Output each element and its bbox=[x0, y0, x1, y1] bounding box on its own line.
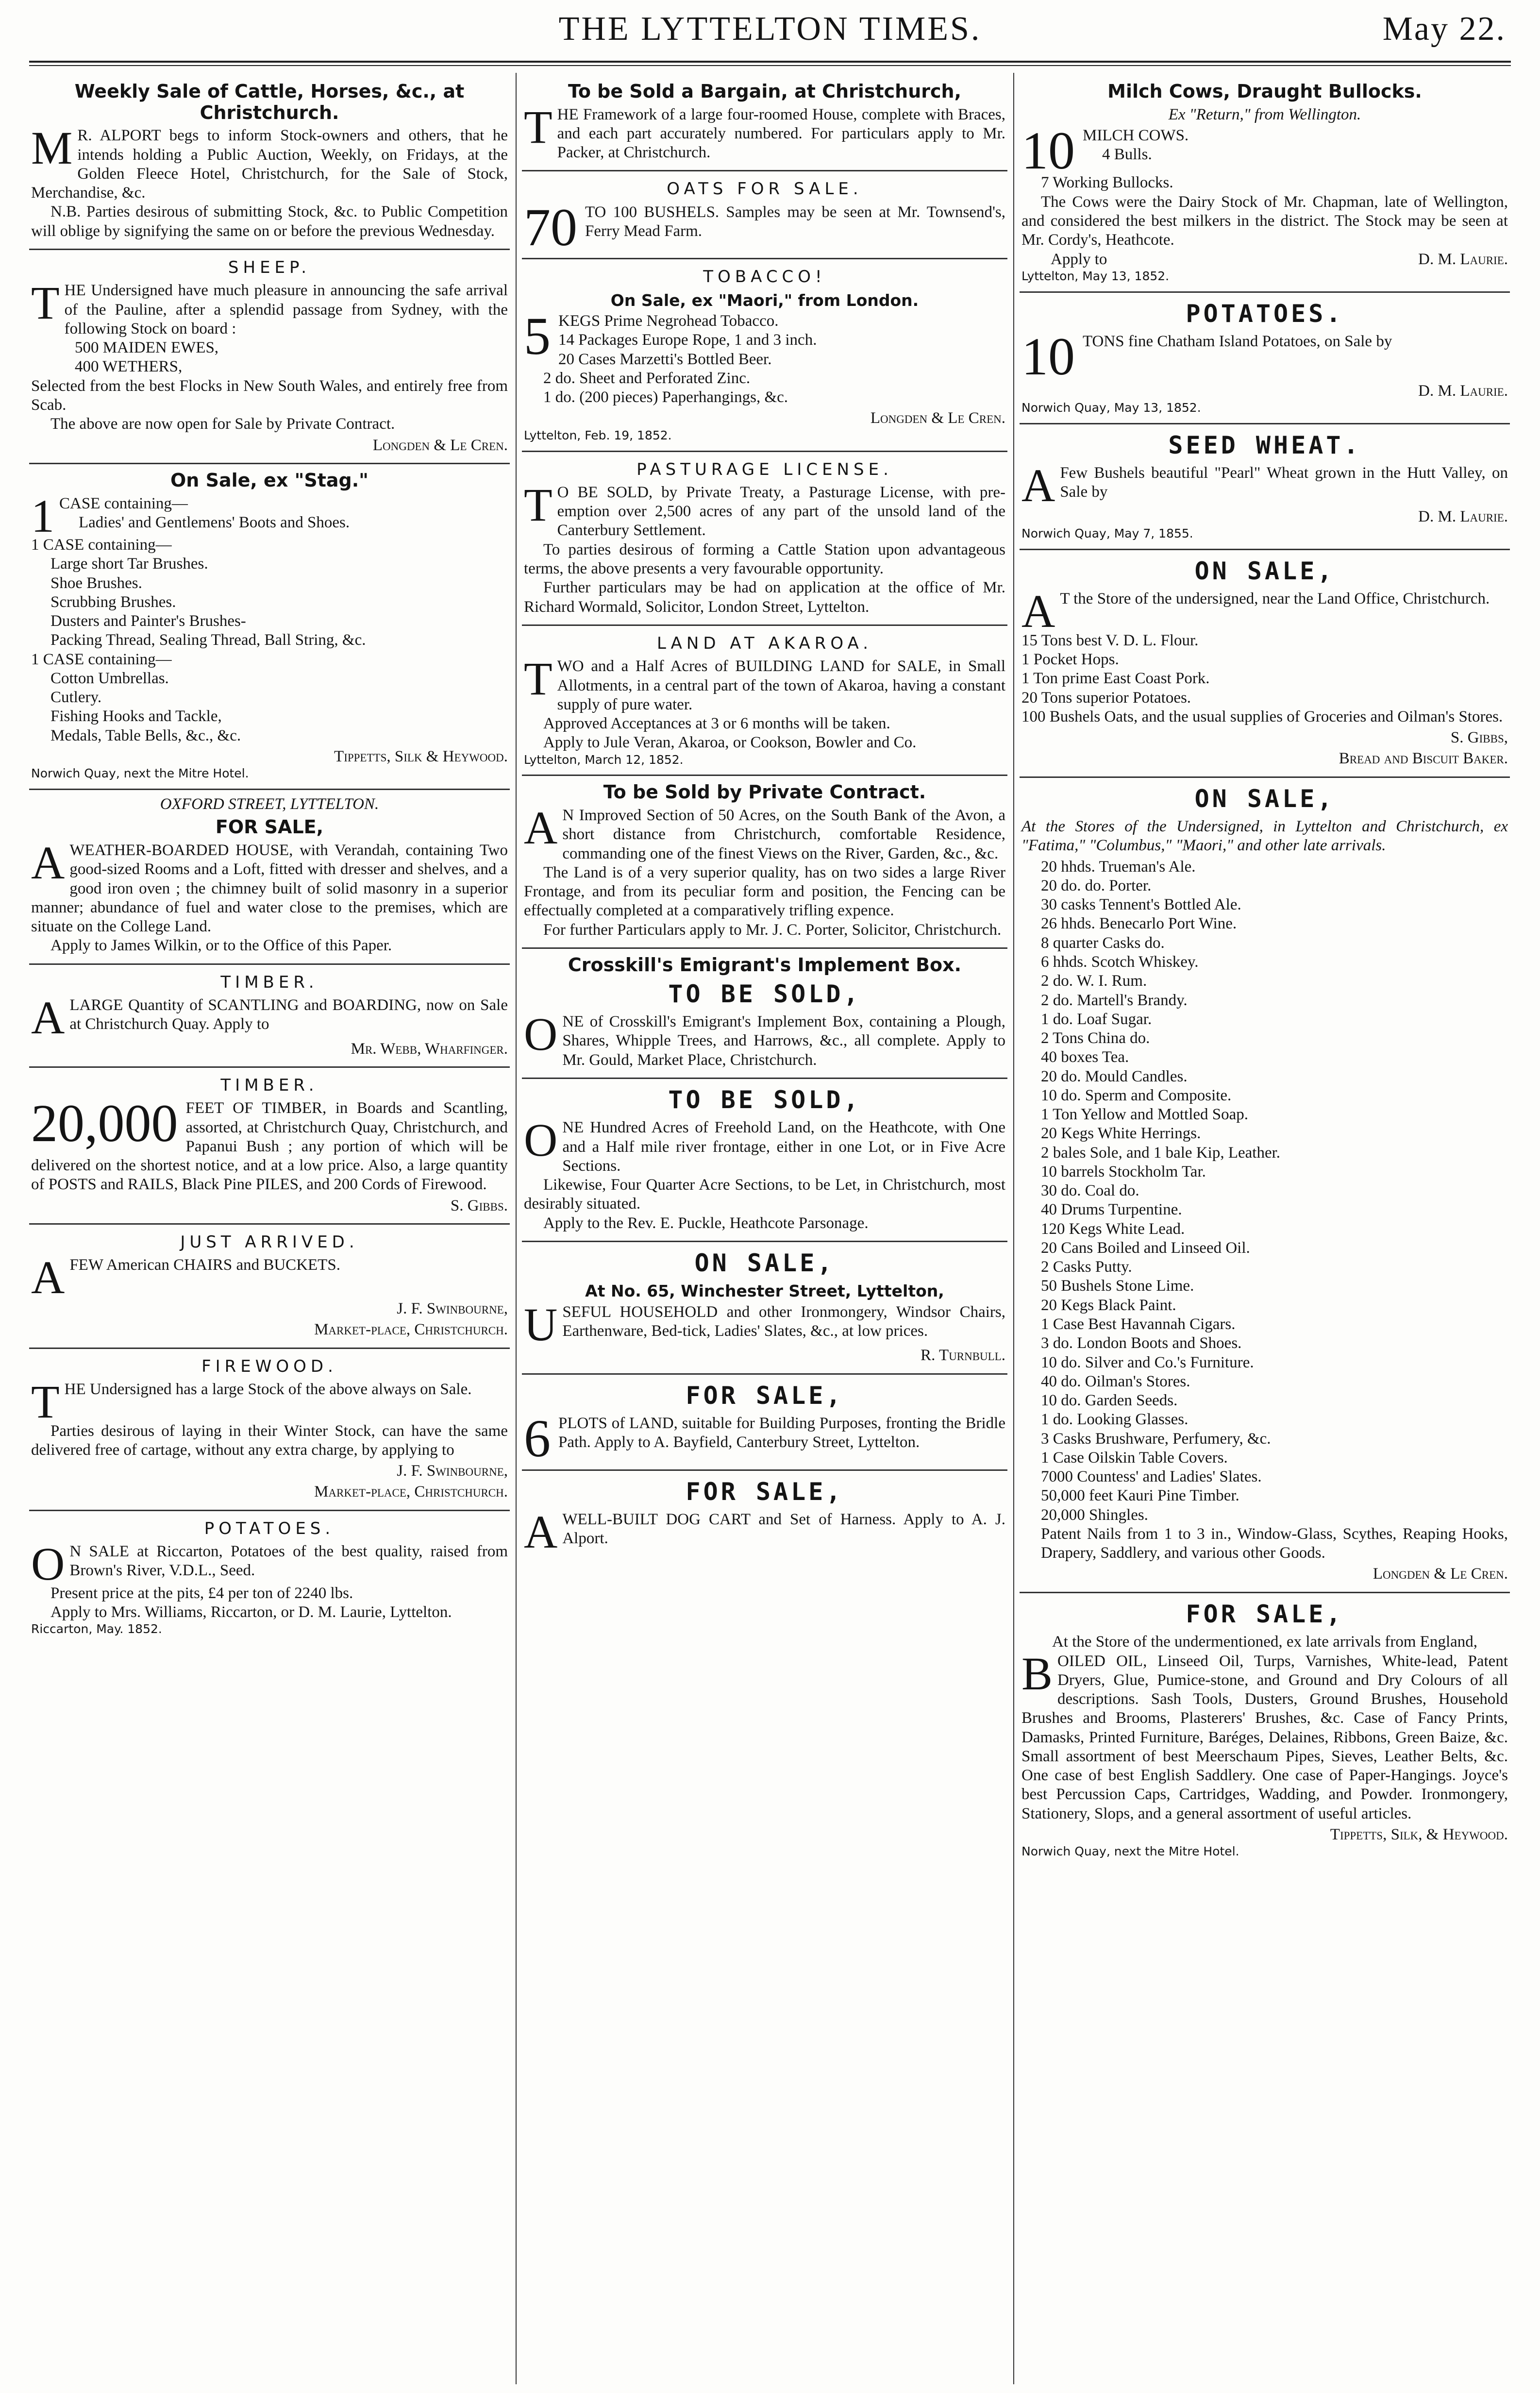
column-divider bbox=[516, 73, 517, 2384]
ad-tobacco bbox=[522, 259, 1007, 452]
list-item: 1 Ton prime East Coast Pork. bbox=[1021, 670, 1210, 688]
ad-body: Apply to the Rev. E. Puckle, Heathcote Parsonage. bbox=[543, 1214, 869, 1232]
ad-avon-section bbox=[522, 776, 1007, 949]
ad-signature: Longden & Le Cren. bbox=[372, 436, 508, 454]
goods-list-item: 1 Ton Yellow and Mottled Soap. bbox=[1041, 1106, 1249, 1124]
ad-body: Further particulars may be had on application at the office of Mr. Richard Wormald, Solicitor, London Street, Lyttelton. bbox=[524, 579, 1005, 616]
ad-body: Apply to James Wilkin, or to the Office of this Paper. bbox=[50, 937, 392, 955]
ad-body: Selected from the best Flocks in New South Wales, and entirely free from Scab. bbox=[31, 377, 508, 414]
ad-subheading: At No. 65, Winchester Street, Lyttelton, bbox=[585, 1281, 944, 1301]
masthead-rule-thin bbox=[29, 65, 1511, 66]
ad-body: WO and a Half Acres of BUILDING LAND for SALE, in Small Allotments, in a central part of the town of Akaroa, having a constant supply of pure water. bbox=[557, 657, 1005, 713]
drop-cap: A bbox=[1021, 585, 1055, 638]
list-item: KEGS Prime Negrohead Tobacco. bbox=[558, 312, 779, 330]
ad-signature: Mr. Webb, Wharfinger. bbox=[351, 1040, 508, 1058]
ad-subheading: On Sale, ex "Maori," from London. bbox=[610, 290, 919, 310]
large-number: 10 bbox=[1021, 327, 1075, 387]
ad-signature: Tippetts, Silk & Heywood. bbox=[334, 748, 508, 766]
list-item: 4 Bulls. bbox=[1102, 146, 1152, 164]
drop-cap: T bbox=[524, 101, 552, 153]
ad-body: TO 100 BUSHELS. Samples may be seen at Mr. Townsend's, Ferry Mead Farm. bbox=[585, 203, 1005, 240]
list-item: 7 Working Bullocks. bbox=[1041, 174, 1173, 192]
ad-body: NE of Crosskill's Emigrant's Implement Box, containing a Plough, Shares, Whipple Trees, and Harrows, &c., all complete. Apply to Mr. Gould, Market Place, Christchurch. bbox=[562, 1013, 1005, 1069]
large-number: 5 bbox=[524, 306, 551, 366]
goods-list-item: 50 Bushels Stone Lime. bbox=[1041, 1277, 1194, 1295]
goods-list-item: 6 hhds. Scotch Whiskey. bbox=[1041, 953, 1199, 971]
drop-cap: T bbox=[524, 478, 552, 531]
ad-gibbs-store bbox=[1020, 550, 1510, 778]
drop-cap: T bbox=[31, 1375, 60, 1428]
ad-sheep bbox=[29, 250, 510, 464]
list-item: 15 Tons best V. D. L. Flour. bbox=[1021, 631, 1199, 649]
ad-body: FEET OF TIMBER, in Boards and Scantling, assorted, at Christchurch Quay, Christchurch, and Papanui Bush ; any portion of which will be delivered on the shortest notice, and at a low price. Also, a large quantity of POSTS and RAILS, Black Pine PILES, and 200 Cords of Firewood. bbox=[31, 1099, 508, 1194]
drop-cap: A bbox=[524, 1506, 558, 1558]
list-item: Fishing Hooks and Tackle, bbox=[50, 708, 222, 725]
goods-list-item: 26 hhds. Benecarlo Port Wine. bbox=[1041, 915, 1237, 933]
goods-list-item: 40 boxes Tea. bbox=[1041, 1048, 1129, 1066]
ad-body: Parties desirous of laying in their Winter Stock, can have the same delivered free of cartage, without any extra charge, by applying to bbox=[31, 1422, 508, 1459]
ad-heading: OATS FOR SALE. bbox=[667, 179, 863, 199]
newspaper-title: THE LYTTELTON TIMES. bbox=[558, 10, 982, 48]
ad-stores-list bbox=[1020, 778, 1510, 1593]
ad-heading: POTATOES. bbox=[1186, 299, 1344, 328]
drop-cap: O bbox=[524, 1114, 558, 1166]
goods-list-item: 20 do. do. Porter. bbox=[1041, 876, 1152, 894]
goods-list-item: 1 do. Loaf Sugar. bbox=[1041, 1010, 1152, 1028]
ad-heading: JUST ARRIVED. bbox=[180, 1232, 359, 1252]
ad-firewood bbox=[29, 1349, 510, 1511]
ad-body: HE Undersigned has a large Stock of the above always on Sale. bbox=[64, 1380, 472, 1398]
list-item: Cotton Umbrellas. bbox=[50, 669, 169, 687]
goods-list-item: 8 quarter Casks do. bbox=[1041, 934, 1165, 952]
goods-list-item: 1 do. Looking Glasses. bbox=[1041, 1411, 1188, 1429]
ad-heading: TIMBER. bbox=[220, 1075, 318, 1095]
ad-signature: Longden & Le Cren. bbox=[870, 409, 1005, 427]
ad-body: Few Bushels beautiful "Pearl" Wheat grown in the Hutt Valley, on Sale by bbox=[1060, 464, 1508, 501]
drop-cap: T bbox=[524, 653, 552, 705]
goods-list-item: 10 do. Garden Seeds. bbox=[1041, 1392, 1178, 1410]
ad-heading: TO BE SOLD, bbox=[668, 979, 861, 1008]
list-item: Scrubbing Brushes. bbox=[50, 593, 176, 611]
goods-list-item: 2 Tons China do. bbox=[1041, 1029, 1150, 1047]
goods-list-item: 2 Casks Putty. bbox=[1041, 1258, 1132, 1276]
ad-framework bbox=[522, 75, 1007, 171]
column-1 bbox=[29, 75, 510, 1644]
ad-signature: D. M. Laurie. bbox=[1418, 250, 1508, 268]
ad-intro: At the Store of the undermentioned, ex late arrivals from England, bbox=[1052, 1633, 1478, 1651]
ad-akaroa bbox=[522, 626, 1007, 776]
ad-plots bbox=[522, 1375, 1007, 1471]
ad-dateline: Lyttelton, Feb. 19, 1852. bbox=[524, 428, 672, 442]
ad-oils bbox=[1020, 1593, 1510, 1867]
ad-body: OILED OIL, Linseed Oil, Turps, Varnishes, White-lead, Patent Dryers, Glue, Pumice-stone, and Ground and Dry Colours of all descriptions. Sash Tools, Dusters, Ground Brushes, Household Brushes and Brooms, Plasterers' Brushes, &c. Case of Fancy Prints, Damasks, Printed Furniture, Baréges, Delaines, Ribbons, Green Baize, &c. Small assortment of best Meerschaum Pipes, Sieves, Leather Belts, &c. One case of best English Saddlery. One case of Paper-Hangings. Joyce's best Percussion Caps, Cartridges, Wadding, and Powder. Ironmongery, Stationery, Slops, and a general assortment of useful articles. bbox=[1021, 1652, 1508, 1822]
ad-heading: FOR SALE, bbox=[686, 1477, 844, 1506]
ad-dateline: Norwich Quay, next the Mitre Hotel. bbox=[31, 766, 249, 781]
list-item: Cutlery. bbox=[50, 689, 102, 707]
ad-potatoes-riccarton bbox=[29, 1511, 510, 1644]
ad-body: PLOTS of LAND, suitable for Building Purposes, fronting the Bridle Path. Apply to A. Bayfield, Canterbury Street, Lyttelton. bbox=[558, 1415, 1005, 1451]
ad-body: FEW American CHAIRS and BUCKETS. bbox=[69, 1256, 340, 1274]
ad-body: Patent Nails from 1 to 3 in., Window-Glass, Scythes, Reaping Hooks, Drapery, Saddlery, and various other Goods. bbox=[1041, 1525, 1508, 1562]
ad-signature: S. Gibbs, bbox=[1450, 729, 1508, 747]
ad-heading: FIREWOOD. bbox=[201, 1356, 337, 1376]
list-item: 1 Pocket Hops. bbox=[1021, 651, 1119, 669]
drop-cap: A bbox=[31, 992, 65, 1044]
ad-heading: FOR SALE, bbox=[1186, 1600, 1344, 1628]
ad-cattle-sale bbox=[29, 75, 510, 250]
list-item: Medals, Table Bells, &c., &c. bbox=[50, 726, 241, 744]
list-item: MILCH COWS. bbox=[1083, 126, 1189, 144]
list-item: Shoe Brushes. bbox=[50, 574, 142, 592]
ad-dateline: Riccarton, May. 1852. bbox=[31, 1622, 162, 1636]
ad-body: Apply to Jule Veran, Akaroa, or Cookson, Bowler and Co. bbox=[543, 734, 917, 752]
column-divider bbox=[1013, 73, 1014, 2384]
ad-heading: On Sale, ex "Stag." bbox=[170, 469, 368, 491]
large-number: 70 bbox=[524, 197, 577, 257]
goods-list-item: 1 Case Oilskin Table Covers. bbox=[1041, 1449, 1228, 1466]
ad-milch-cows bbox=[1020, 75, 1510, 293]
goods-list-item: 40 Drums Turpentine. bbox=[1041, 1201, 1182, 1219]
ad-body: WELL-BUILT DOG CART and Set of Harness. Apply to A. J. Alport. bbox=[562, 1511, 1005, 1548]
ad-timber-gibbs bbox=[29, 1068, 510, 1225]
goods-list-item: 40 do. Oilman's Stores. bbox=[1041, 1372, 1190, 1390]
goods-list bbox=[1021, 858, 1508, 1525]
list-item: 1 CASE containing— bbox=[31, 650, 172, 668]
ad-heading: SEED WHEAT. bbox=[1168, 431, 1361, 459]
goods-list-item: 2 do. Martell's Brandy. bbox=[1041, 991, 1188, 1009]
ad-dateline: Norwich Quay, next the Mitre Hotel. bbox=[1021, 1844, 1239, 1859]
ad-body: The Cows were the Dairy Stock of Mr. Chapman, late of Wellington, and considered the best milkers in the district. The Stock may be seen at Mr. Cordy's, Heathcote. bbox=[1021, 193, 1508, 249]
ad-heading: ON SALE, bbox=[1194, 784, 1335, 813]
ad-body: HE Framework of a large four-roomed House, complete with Braces, and each part accurately numbered. For particulars apply to Mr. Packer, at Christchurch. bbox=[557, 105, 1005, 162]
drop-cap: A bbox=[524, 802, 558, 854]
ad-oats bbox=[522, 171, 1007, 259]
ad-potatoes-chatham bbox=[1020, 293, 1510, 424]
goods-list-item: 30 do. Coal do. bbox=[1041, 1182, 1139, 1200]
ad-stag bbox=[29, 464, 510, 790]
goods-list-item: 2 bales Sole, and 1 bale Kip, Leather. bbox=[1041, 1144, 1281, 1162]
ad-body: O BE SOLD, by Private Treaty, a Pasturage License, with pre-emption over 2,500 acres of any part of the unsold land of the Canterbury Settlement. bbox=[557, 483, 1005, 539]
stock-line: 500 MAIDEN EWES, bbox=[75, 339, 219, 357]
ad-heading: LAND AT AKAROA. bbox=[656, 633, 873, 653]
drop-cap: A bbox=[31, 836, 65, 889]
ad-heathcote-land bbox=[522, 1079, 1007, 1242]
drop-cap: M bbox=[31, 122, 73, 174]
goods-list-item: 20 Kegs Black Paint. bbox=[1041, 1296, 1176, 1314]
ad-signature: S. Gibbs. bbox=[450, 1196, 508, 1214]
list-item: 14 Packages Europe Rope, 1 and 3 inch. bbox=[558, 331, 817, 349]
drop-cap: T bbox=[31, 277, 60, 329]
ad-heading: To be Sold by Private Contract. bbox=[603, 781, 926, 803]
masthead bbox=[29, 10, 1511, 63]
ad-body: To parties desirous of forming a Cattle Station upon advantageous terms, the above presents a very favourable opportunity. bbox=[524, 540, 1005, 578]
ad-body: T the Store of the undersigned, near the Land Office, Christchurch. bbox=[1060, 590, 1490, 608]
ad-subheading: At the Stores of the Undersigned, in Lyttelton and Christchurch, ex "Fatima," "Columbus," "Maori," and other late arrivals. bbox=[1021, 818, 1508, 855]
list-item: CASE containing— bbox=[59, 494, 188, 512]
ad-implement-box bbox=[522, 949, 1007, 1079]
ad-body: Likewise, Four Quarter Acre Sections, to be Let, in Christchurch, most desirably situated. bbox=[524, 1176, 1005, 1213]
ad-heading: FOR SALE, bbox=[215, 816, 324, 838]
ad-ironmongery bbox=[522, 1242, 1007, 1375]
ad-heading: SHEEP. bbox=[228, 257, 311, 277]
list-item: 20 Tons superior Potatoes. bbox=[1021, 689, 1191, 707]
goods-list-item: 20,000 Shingles. bbox=[1041, 1506, 1148, 1524]
drop-cap: 1 bbox=[31, 489, 54, 542]
ad-body: LARGE Quantity of SCANTLING and BOARDING, now on Sale at Christchurch Quay. Apply to bbox=[69, 996, 508, 1033]
list-item: 1 do. (200 pieces) Paperhangings, &c. bbox=[543, 388, 788, 406]
ad-heading: TIMBER. bbox=[220, 972, 318, 992]
ad-body: HE Undersigned have much pleasure in announcing the safe arrival of the Pauline, after a splendid passage from Sydney, with the following Stock on board : bbox=[64, 282, 508, 337]
ad-timber-webb bbox=[29, 965, 510, 1068]
ad-signature: R. Turnbull. bbox=[921, 1347, 1005, 1365]
ad-signature: J. F. Swinbourne, bbox=[397, 1299, 508, 1317]
ad-chairs bbox=[29, 1225, 510, 1349]
drop-cap: U bbox=[524, 1298, 558, 1350]
drop-cap: A bbox=[31, 1251, 65, 1304]
ad-body: For further Particulars apply to Mr. J. C. Porter, Solicitor, Christchurch. bbox=[543, 921, 1002, 939]
ad-apply: Apply to bbox=[1051, 250, 1107, 268]
goods-list-item: 2 do. W. I. Rum. bbox=[1041, 972, 1147, 990]
goods-list-item: 50,000 feet Kauri Pine Timber. bbox=[1041, 1487, 1239, 1505]
goods-list-item: 20 hhds. Trueman's Ale. bbox=[1041, 858, 1196, 876]
ad-house-sale bbox=[29, 790, 510, 965]
goods-list-item: 10 barrels Stockholm Tar. bbox=[1041, 1163, 1206, 1180]
column-3 bbox=[1020, 75, 1510, 1867]
ad-pasturage bbox=[522, 452, 1007, 626]
ad-heading: FOR SALE, bbox=[686, 1381, 844, 1410]
ad-dateline: Lyttelton, May 13, 1852. bbox=[1021, 269, 1170, 283]
ad-heading: Weekly Sale of Cattle, Horses, &c., at Christchurch. bbox=[74, 81, 465, 123]
goods-list-item: 3 Casks Brushware, Perfumery, &c. bbox=[1041, 1430, 1271, 1448]
ad-heading: ON SALE, bbox=[694, 1248, 835, 1277]
goods-list-item: 3 do. London Boots and Shoes. bbox=[1041, 1334, 1242, 1352]
ad-signature: D. M. Laurie. bbox=[1418, 382, 1508, 400]
ad-body: NE Hundred Acres of Freehold Land, on the Heathcote, with One and a Half mile river frontage, either in one Lot, or in Five Acre Sections. bbox=[562, 1119, 1005, 1175]
large-number: 10 bbox=[1021, 120, 1075, 180]
large-number: 20,000 bbox=[31, 1094, 178, 1153]
ad-heading: TO BE SOLD, bbox=[668, 1085, 861, 1114]
goods-list-item: 20 Kegs White Herrings. bbox=[1041, 1125, 1201, 1143]
goods-list-item: 10 do. Sperm and Composite. bbox=[1041, 1086, 1232, 1104]
ad-signature: Bread and Biscuit Baker. bbox=[1339, 750, 1508, 768]
masthead-rule bbox=[29, 61, 1511, 63]
goods-list-item: 120 Kegs White Lead. bbox=[1041, 1220, 1185, 1238]
ad-signature: Longden & Le Cren. bbox=[1373, 1565, 1508, 1583]
ad-subheading: OXFORD STREET, LYTTELTON. bbox=[160, 795, 379, 813]
ad-body: Apply to Mrs. Williams, Riccarton, or D. M. Laurie, Lyttelton. bbox=[50, 1603, 452, 1621]
ad-body: SEFUL HOUSEHOLD and other Ironmongery, Windsor Chairs, Earthenware, Bed-tick, Ladies' Slates, &c., at low prices. bbox=[562, 1303, 1005, 1340]
ad-dateline: Norwich Quay, May 13, 1852. bbox=[1021, 400, 1201, 415]
goods-list-item: 7000 Countess' and Ladies' Slates. bbox=[1041, 1468, 1262, 1486]
list-item: Large short Tar Brushes. bbox=[50, 555, 208, 573]
goods-list-item: 30 casks Tennent's Bottled Ale. bbox=[1041, 896, 1241, 914]
ad-heading: ON SALE, bbox=[1194, 556, 1335, 585]
ad-heading: Milch Cows, Draught Bullocks. bbox=[1107, 81, 1422, 102]
list-item: 1 CASE containing— bbox=[31, 536, 172, 554]
ad-body: Approved Acceptances at 3 or 6 months will be taken. bbox=[543, 715, 890, 733]
ad-body: WEATHER-BOARDED HOUSE, with Verandah, containing Two good-sized Rooms and a Loft, fitted with dresser and shelves, and a good iron oven ; the chimney built of solid masonry in a superior manner; abundance of fuel and water close to the premises, which are situate on the College Land. bbox=[31, 841, 508, 936]
large-number: 6 bbox=[524, 1409, 551, 1468]
ad-signature: D. M. Laurie. bbox=[1418, 507, 1508, 525]
ad-heading: TOBACCO! bbox=[703, 267, 826, 287]
ad-seed-wheat bbox=[1020, 424, 1510, 550]
ad-heading: To be Sold a Bargain, at Christchurch, bbox=[568, 81, 962, 102]
list-item: Packing Thread, Sealing Thread, Ball String, &c. bbox=[50, 631, 366, 649]
column-2 bbox=[522, 75, 1007, 1560]
ad-signature: Market-place, Christchurch. bbox=[314, 1483, 508, 1501]
goods-list-item: 20 do. Mould Candles. bbox=[1041, 1067, 1188, 1085]
drop-cap: O bbox=[524, 1008, 558, 1061]
ad-body: TONS fine Chatham Island Potatoes, on Sale by bbox=[1083, 333, 1392, 351]
ad-dateline: Norwich Quay, May 7, 1855. bbox=[1021, 526, 1193, 540]
stock-line: 400 WETHERS, bbox=[75, 358, 183, 376]
ad-dog-cart bbox=[522, 1471, 1007, 1560]
list-item: Dusters and Painter's Brushes- bbox=[50, 612, 246, 630]
drop-cap: B bbox=[1021, 1647, 1053, 1700]
ad-heading: PASTURAGE LICENSE. bbox=[636, 459, 893, 479]
ad-body: The above are now open for Sale by Private Contract. bbox=[50, 415, 395, 433]
ad-heading: Crosskill's Emigrant's Implement Box. bbox=[568, 954, 962, 976]
ad-signature: Market-place, Christchurch. bbox=[314, 1321, 508, 1339]
ad-body: Present price at the pits, £4 per ton of 2240 lbs. bbox=[50, 1584, 353, 1602]
ad-body: N Improved Section of 50 Acres, on the South Bank of the Avon, a short distance from Christchurch, comfortable Residence, commanding one of the finest Views on the River, Garden, &c., &c. bbox=[562, 807, 1005, 862]
ad-body: N SALE at Riccarton, Potatoes of the best quality, raised from Brown's River, V.D.L., Seed. bbox=[69, 1543, 508, 1580]
goods-list-item: 20 Cans Boiled and Linseed Oil. bbox=[1041, 1239, 1250, 1257]
ad-body: R. ALPORT begs to inform Stock-owners and others, that he intends holding a Public Auction, Weekly, on Fridays, at the Golden Fleece Hotel, Christchurch, for the Sale of Stock, Merchandise, &c. bbox=[31, 127, 508, 202]
list-item: 2 do. Sheet and Perforated Zinc. bbox=[543, 369, 751, 387]
ad-body: The Land is of a very superior quality, has on two sides a large River Frontage, and from its peculiar form and position, the Fencing can be effectually completed at a comparatively trifling expence. bbox=[524, 863, 1005, 920]
issue-date: May 22. bbox=[1382, 10, 1506, 48]
goods-list-item: 10 do. Silver and Co.'s Furniture. bbox=[1041, 1353, 1254, 1371]
ad-dateline: Lyttelton, March 12, 1852. bbox=[524, 752, 684, 767]
list-item: 100 Bushels Oats, and the usual supplies of Groceries and Oilman's Stores. bbox=[1021, 708, 1503, 725]
drop-cap: O bbox=[31, 1538, 65, 1590]
list-item: 20 Cases Marzetti's Bottled Beer. bbox=[558, 350, 772, 368]
ad-note: N.B. Parties desirous of submitting Stock, &c. to Public Competition will oblige by signifying the same on or before the previous Wednesday. bbox=[31, 203, 508, 240]
ad-subheading: Ex "Return," from Wellington. bbox=[1168, 105, 1361, 123]
ad-signature: J. F. Swinbourne, bbox=[397, 1462, 508, 1480]
list-item: Ladies' and Gentlemens' Boots and Shoes. bbox=[79, 513, 350, 531]
ad-heading: POTATOES. bbox=[204, 1518, 335, 1538]
goods-list-item: 1 Case Best Havannah Cigars. bbox=[1041, 1315, 1236, 1333]
ad-signature: Tippetts, Silk, & Heywood. bbox=[1330, 1825, 1508, 1843]
drop-cap: A bbox=[1021, 459, 1055, 512]
